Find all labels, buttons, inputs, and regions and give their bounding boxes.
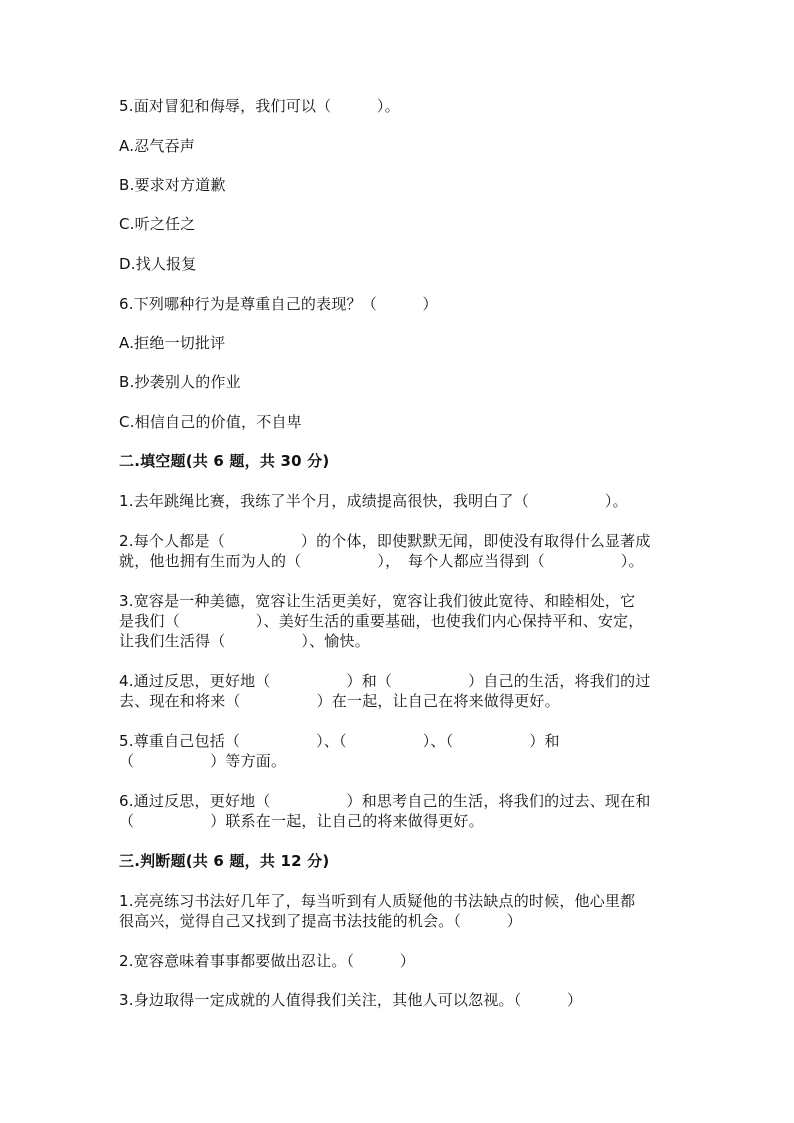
fill-q3-line3: 让我们生活得（ ）、愉快。	[119, 632, 370, 650]
q5-option-a: A.忍气吞声	[119, 137, 195, 155]
fill-q2-line2: 就，他也拥有生而为人的（ ）， 每个人都应当得到（ ）。	[119, 552, 644, 570]
fill-q1-line1: 1.去年跳绳比赛，我练了半个月，成绩提高很快，我明白了（ ）。	[119, 492, 628, 510]
q6-option-c: C.相信自己的价值，不自卑	[119, 413, 302, 431]
q6-option-a: A.拒绝一切批评	[119, 334, 226, 352]
q5-option-b: B.要求对方道歉	[119, 176, 226, 194]
judge-q1-line1: 1.亮亮练习书法好几年了，每当听到有人质疑他的书法缺点的时候，他心里都	[119, 892, 636, 910]
fill-q6-line1: 6.通过反思，更好地（ ）和思考自己的生活，将我们的过去、现在和	[119, 792, 651, 810]
q5-option-d: D.找人报复	[119, 255, 197, 273]
q5-option-c: C.听之任之	[119, 215, 196, 233]
judge-q1-line2: 很高兴，觉得自己又找到了提高书法技能的机会。（ ）	[119, 912, 522, 930]
section-heading-true-false: 三.判断题(共 6 题，共 12 分)	[119, 852, 330, 870]
q6-option-b: B.抄袭别人的作业	[119, 373, 241, 391]
fill-q5-line1: 5.尊重自己包括（ ）、（ ）、（ ）和	[119, 732, 560, 750]
q6-stem: 6.下列哪种行为是尊重自己的表现？（ ）	[119, 295, 438, 313]
fill-q4-line1: 4.通过反思，更好地（ ）和（ ）自己的生活，将我们的过	[119, 672, 651, 690]
judge-q3-line1: 3.身边取得一定成就的人值得我们关注，其他人可以忽视。（ ）	[119, 991, 583, 1009]
fill-q4-line2: 去、现在和将来（ ）在一起，让自己在将来做得更好。	[119, 692, 560, 710]
fill-q5-line2: （ ）等方面。	[119, 752, 287, 770]
judge-q2-line1: 2.宽容意味着事事都要做出忍让。（ ）	[119, 952, 416, 970]
fill-q2-line1: 2.每个人都是（ ）的个体，即使默默无闻，即使没有取得什么显著成	[119, 532, 651, 550]
q5-stem: 5.面对冒犯和侮辱，我们可以（ ）。	[119, 97, 400, 115]
fill-q3-line1: 3.宽容是一种美德，宽容让生活更美好，宽容让我们彼此宽待、和睦相处，它	[119, 592, 636, 610]
fill-q3-line2: 是我们（ ）、美好生活的重要基础，也使我们内心保持平和、安定，	[119, 612, 644, 630]
section-heading-fill-blank: 二.填空题(共 6 题，共 30 分)	[119, 452, 330, 470]
fill-q6-line2: （ ）联系在一起，让自己的将来做得更好。	[119, 812, 484, 830]
